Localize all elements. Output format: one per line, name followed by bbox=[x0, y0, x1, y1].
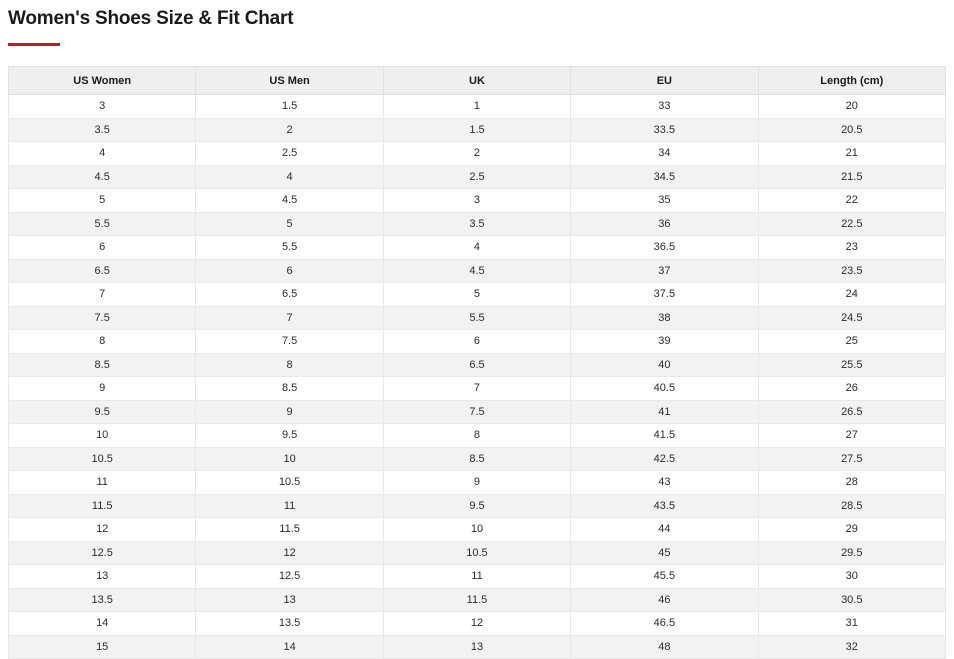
size-chart-table bbox=[8, 66, 946, 659]
table-cell: 20 bbox=[758, 95, 945, 119]
table-body bbox=[9, 95, 946, 659]
table-cell: 7.5 bbox=[196, 330, 383, 354]
table-cell: 13 bbox=[9, 565, 196, 589]
table-cell: 10 bbox=[9, 424, 196, 448]
table-cell: 43.5 bbox=[571, 494, 758, 518]
table-cell: 3.5 bbox=[9, 118, 196, 142]
table-header bbox=[9, 67, 946, 95]
table-cell: 8.5 bbox=[9, 353, 196, 377]
column-header: Length (cm) bbox=[758, 67, 945, 95]
table-cell: 10.5 bbox=[196, 471, 383, 495]
table-cell: 27 bbox=[758, 424, 945, 448]
table-cell: 8 bbox=[196, 353, 383, 377]
table-cell: 8.5 bbox=[383, 447, 570, 471]
table-cell: 7 bbox=[383, 377, 570, 401]
table-cell: 8.5 bbox=[196, 377, 383, 401]
table-cell: 25 bbox=[758, 330, 945, 354]
table-cell: 40 bbox=[571, 353, 758, 377]
table-cell: 5 bbox=[9, 189, 196, 213]
table-row bbox=[9, 494, 946, 518]
table-row bbox=[9, 635, 946, 659]
table-cell: 37.5 bbox=[571, 283, 758, 307]
table-cell: 9.5 bbox=[383, 494, 570, 518]
table-row bbox=[9, 95, 946, 119]
table-cell: 12 bbox=[383, 612, 570, 636]
table-cell: 12 bbox=[9, 518, 196, 542]
table-cell: 11.5 bbox=[383, 588, 570, 612]
table-cell: 11 bbox=[196, 494, 383, 518]
table-cell: 29 bbox=[758, 518, 945, 542]
table-cell: 32 bbox=[758, 635, 945, 659]
size-chart-table-container bbox=[8, 66, 946, 659]
table-cell: 4 bbox=[383, 236, 570, 260]
table-cell: 4 bbox=[196, 165, 383, 189]
table-cell: 25.5 bbox=[758, 353, 945, 377]
table-cell: 34.5 bbox=[571, 165, 758, 189]
table-row bbox=[9, 565, 946, 589]
table-cell: 12.5 bbox=[9, 541, 196, 565]
table-cell: 30 bbox=[758, 565, 945, 589]
table-cell: 6.5 bbox=[383, 353, 570, 377]
table-cell: 37 bbox=[571, 259, 758, 283]
table-cell: 4.5 bbox=[196, 189, 383, 213]
table-cell: 13.5 bbox=[196, 612, 383, 636]
table-cell: 9 bbox=[9, 377, 196, 401]
table-cell: 31 bbox=[758, 612, 945, 636]
column-header: US Men bbox=[196, 67, 383, 95]
table-cell: 14 bbox=[9, 612, 196, 636]
table-cell: 38 bbox=[571, 306, 758, 330]
table-cell: 30.5 bbox=[758, 588, 945, 612]
table-cell: 43 bbox=[571, 471, 758, 495]
table-cell: 9 bbox=[383, 471, 570, 495]
table-cell: 3 bbox=[383, 189, 570, 213]
table-cell: 48 bbox=[571, 635, 758, 659]
table-cell: 34 bbox=[571, 142, 758, 166]
table-cell: 6.5 bbox=[9, 259, 196, 283]
table-cell: 14 bbox=[196, 635, 383, 659]
table-cell: 46 bbox=[571, 588, 758, 612]
table-row bbox=[9, 447, 946, 471]
table-cell: 9.5 bbox=[9, 400, 196, 424]
table-cell: 10.5 bbox=[9, 447, 196, 471]
table-cell: 28 bbox=[758, 471, 945, 495]
table-cell: 45.5 bbox=[571, 565, 758, 589]
table-row bbox=[9, 588, 946, 612]
table-cell: 6 bbox=[9, 236, 196, 260]
table-cell: 22.5 bbox=[758, 212, 945, 236]
table-row bbox=[9, 518, 946, 542]
column-header: US Women bbox=[9, 67, 196, 95]
table-header-row bbox=[9, 67, 946, 95]
table-cell: 4.5 bbox=[383, 259, 570, 283]
table-row bbox=[9, 306, 946, 330]
table-cell: 6 bbox=[383, 330, 570, 354]
table-cell: 8 bbox=[383, 424, 570, 448]
table-cell: 7 bbox=[9, 283, 196, 307]
table-cell: 44 bbox=[571, 518, 758, 542]
table-cell: 13 bbox=[196, 588, 383, 612]
page-title: Women's Shoes Size & Fit Chart bbox=[8, 8, 294, 29]
table-row bbox=[9, 541, 946, 565]
table-row bbox=[9, 189, 946, 213]
table-cell: 41.5 bbox=[571, 424, 758, 448]
table-cell: 4.5 bbox=[9, 165, 196, 189]
table-cell: 10 bbox=[196, 447, 383, 471]
table-cell: 11.5 bbox=[9, 494, 196, 518]
table-row bbox=[9, 353, 946, 377]
table-cell: 3.5 bbox=[383, 212, 570, 236]
table-cell: 5.5 bbox=[383, 306, 570, 330]
table-cell: 40.5 bbox=[571, 377, 758, 401]
table-cell: 33.5 bbox=[571, 118, 758, 142]
table-cell: 10.5 bbox=[383, 541, 570, 565]
table-cell: 11 bbox=[9, 471, 196, 495]
table-cell: 28.5 bbox=[758, 494, 945, 518]
table-cell: 13.5 bbox=[9, 588, 196, 612]
table-cell: 1 bbox=[383, 95, 570, 119]
table-cell: 13 bbox=[383, 635, 570, 659]
table-cell: 7 bbox=[196, 306, 383, 330]
table-cell: 12 bbox=[196, 541, 383, 565]
table-cell: 29.5 bbox=[758, 541, 945, 565]
table-cell: 8 bbox=[9, 330, 196, 354]
table-cell: 15 bbox=[9, 635, 196, 659]
table-cell: 35 bbox=[571, 189, 758, 213]
table-cell: 5 bbox=[383, 283, 570, 307]
table-cell: 23.5 bbox=[758, 259, 945, 283]
table-cell: 36.5 bbox=[571, 236, 758, 260]
table-cell: 5.5 bbox=[196, 236, 383, 260]
table-cell: 6 bbox=[196, 259, 383, 283]
table-cell: 3 bbox=[9, 95, 196, 119]
table-row bbox=[9, 424, 946, 448]
table-cell: 2 bbox=[383, 142, 570, 166]
table-cell: 24 bbox=[758, 283, 945, 307]
table-cell: 21.5 bbox=[758, 165, 945, 189]
table-cell: 10 bbox=[383, 518, 570, 542]
table-cell: 12.5 bbox=[196, 565, 383, 589]
table-cell: 23 bbox=[758, 236, 945, 260]
table-row bbox=[9, 471, 946, 495]
column-header: EU bbox=[571, 67, 758, 95]
table-cell: 41 bbox=[571, 400, 758, 424]
table-row bbox=[9, 259, 946, 283]
table-row bbox=[9, 165, 946, 189]
table-cell: 26 bbox=[758, 377, 945, 401]
table-row bbox=[9, 283, 946, 307]
table-cell: 9.5 bbox=[196, 424, 383, 448]
table-cell: 7.5 bbox=[9, 306, 196, 330]
table-cell: 11 bbox=[383, 565, 570, 589]
table-cell: 33 bbox=[571, 95, 758, 119]
table-cell: 9 bbox=[196, 400, 383, 424]
table-cell: 11.5 bbox=[196, 518, 383, 542]
table-row bbox=[9, 377, 946, 401]
table-cell: 5.5 bbox=[9, 212, 196, 236]
table-cell: 7.5 bbox=[383, 400, 570, 424]
table-cell: 46.5 bbox=[571, 612, 758, 636]
column-header: UK bbox=[383, 67, 570, 95]
table-cell: 39 bbox=[571, 330, 758, 354]
table-cell: 24.5 bbox=[758, 306, 945, 330]
table-cell: 22 bbox=[758, 189, 945, 213]
table-cell: 27.5 bbox=[758, 447, 945, 471]
table-row bbox=[9, 118, 946, 142]
table-row bbox=[9, 330, 946, 354]
table-cell: 1.5 bbox=[196, 95, 383, 119]
table-row bbox=[9, 400, 946, 424]
table-cell: 4 bbox=[9, 142, 196, 166]
table-cell: 21 bbox=[758, 142, 945, 166]
table-cell: 20.5 bbox=[758, 118, 945, 142]
title-accent-rule bbox=[8, 43, 60, 46]
table-row bbox=[9, 236, 946, 260]
table-row bbox=[9, 142, 946, 166]
table-row bbox=[9, 612, 946, 636]
table-cell: 26.5 bbox=[758, 400, 945, 424]
table-cell: 2.5 bbox=[196, 142, 383, 166]
table-cell: 2 bbox=[196, 118, 383, 142]
table-row bbox=[9, 212, 946, 236]
table-cell: 1.5 bbox=[383, 118, 570, 142]
table-cell: 42.5 bbox=[571, 447, 758, 471]
table-cell: 6.5 bbox=[196, 283, 383, 307]
table-cell: 2.5 bbox=[383, 165, 570, 189]
table-cell: 5 bbox=[196, 212, 383, 236]
table-cell: 45 bbox=[571, 541, 758, 565]
table-cell: 36 bbox=[571, 212, 758, 236]
